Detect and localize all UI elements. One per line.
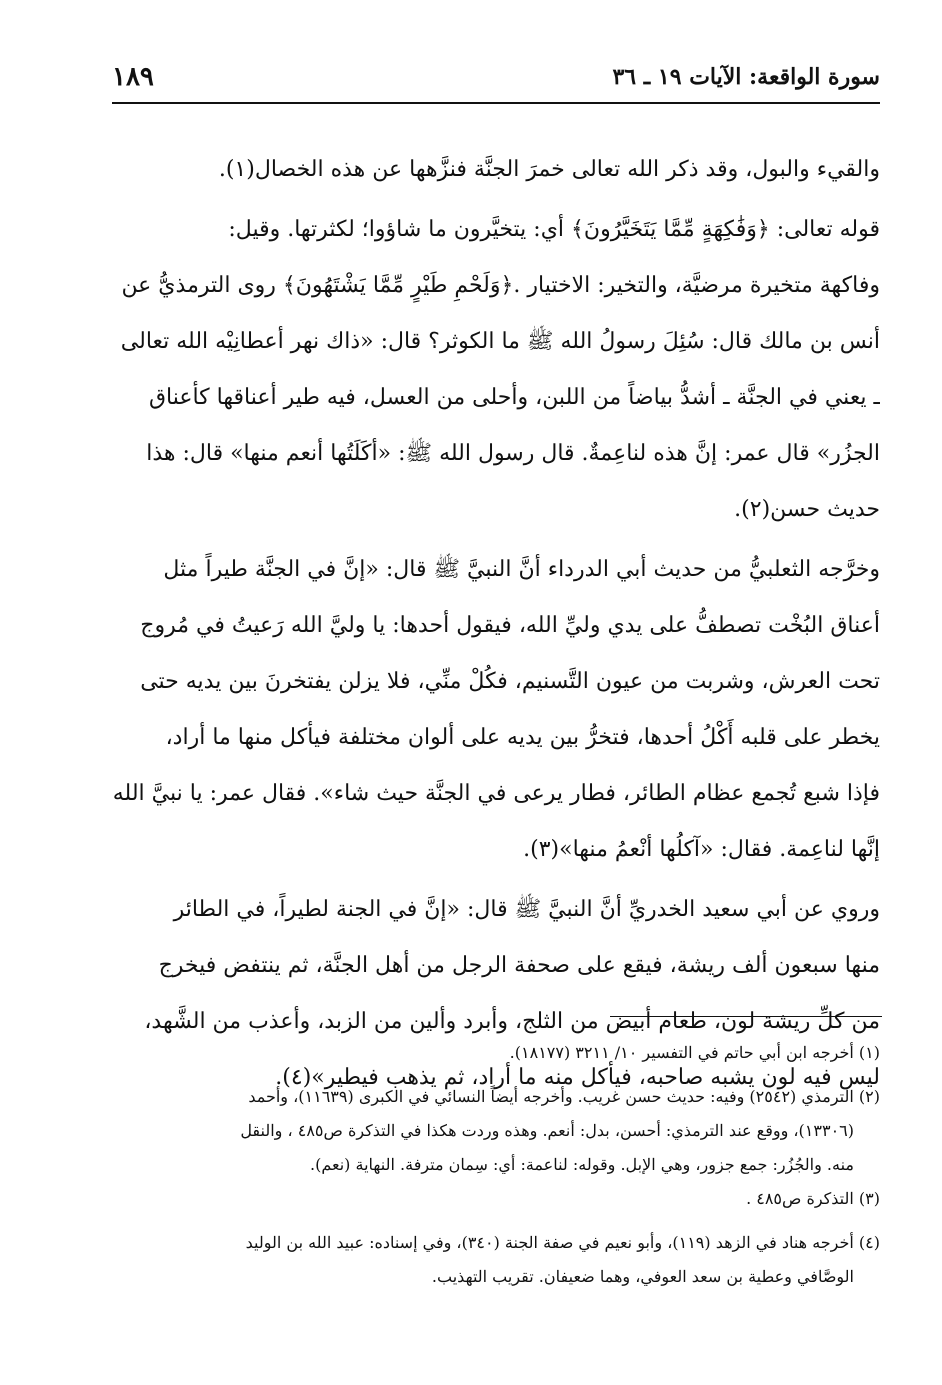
footnote-divider xyxy=(610,1016,882,1017)
text-line: حديث حسن(٢). xyxy=(734,497,880,522)
text-line: ليس فيه لون يشبه صاحبه، فيأكل منه ما أراد، ثم يذهب فيطير»(٤). xyxy=(275,1065,880,1090)
text-line: ـ يعني في الجنَّة ـ أشدُّ بياضاً من اللبن، وأحلى من العسل، فيه طير أعناقها كأعناق xyxy=(148,385,880,410)
main-text xyxy=(106,142,880,1106)
running-head xyxy=(112,58,880,104)
text-line: الجزُر» قال عمر: إنَّ هذه لناعِمةٌ. قال رسول الله ﷺ: «أكَلَتُها أنعم منها» قال: هذا xyxy=(146,441,880,466)
text-line: منها سبعون ألف ريشة، فيقع على صحفة الرجل من أهل الجنَّة، ثم ينتفض فيخرج xyxy=(158,953,880,978)
text-line: أنس بن مالك قال: سُئِلَ رسولُ الله ﷺ ما الكوثر؟ قال: «ذاك نهر أعطانِيْه الله تعالى xyxy=(120,329,880,354)
text-line: تحت العرش، وشربت من عيون التَّسنيم، فكُلْ منِّي، فلا يزلن يفتخرنَ بين يديه حتى xyxy=(140,669,880,694)
text-line: وروي عن أبي سعيد الخدريِّ أنَّ النبيَّ ﷺ قال: «إنَّ في الجنة لطيراً، في الطائر xyxy=(173,897,880,922)
text-line: فإذا شبع تُجمع عظام الطائر، فطار يرعى في الجنَّة حيث شاء». فقال عمر: يا نبيَّ الله xyxy=(112,781,880,806)
footnote-2: (٢) الترمذي (٢٥٤٢) وفيه: حديث حسن غريب. وأخرجه أيضاً النسائي في الكبرى (١١٦٣٩)، وأحمد xyxy=(248,1087,880,1106)
footnote-2-continued: (١٣٣٠٦)، ووقع عند الترمذي: أحسن، بدل: أنعم. وهذه وردت هكذا في التذكرة ص٤٨٥ ، والنقل xyxy=(240,1121,854,1140)
footnote-2-continued: منه. والجُزُر: جمع جزور، وهي الإبل. وقوله: لناعمة: أي: سِمان مترفة. النهاية (نعم). xyxy=(310,1155,854,1174)
text-line: من كلِّ ريشة لون، طعام أبيض من الثلج، وأبرد وألين من الزبد، وأعذب من الشَّهد، xyxy=(144,1009,880,1034)
text-line: وخرَّجه الثعلبيُّ من حديث أبي الدرداء أنَّ النبيَّ ﷺ قال: «إنَّ في الجنَّة طيراً مثل xyxy=(163,557,880,582)
text-line: إنَّها لناعِمة. فقال: «آكلُها أنْعمُ منها»(٣). xyxy=(523,837,880,862)
text-line: يخطر على قلبه أَكْلُ أحدها، فتخرُّ بين يديه على ألوان مختلفة فيأكل منها ما أراد، xyxy=(165,725,880,750)
text-line: قوله تعالى: ﴿وَفَٰكِهَةٍ مِّمَّا يَتَخَيَّرُونَ﴾ أي: يتخيَّرون ما شاؤوا؛ لكثرتها. وقيل: xyxy=(228,217,880,242)
footnotes xyxy=(106,1036,880,1294)
footnote-3: (٣) التذكرة ص٤٨٥ . xyxy=(746,1189,880,1208)
footnote-1: (١) أخرجه ابن أبي حاتم في التفسير ١٠/ ٣٢١١ (١٨١٧٧). xyxy=(509,1043,880,1062)
running-title: سورة الواقعة: الآيات ١٩ ـ ٣٦ xyxy=(612,64,880,90)
text-line: أعناق البُخْت تصطفُّ على يدي وليِّ الله، فيقول أحدها: يا وليَّ الله رَعيتُ في مُروج xyxy=(140,613,880,638)
text-line: وفاكهة متخيرة مرضيَّة، والتخير: الاختيار .﴿وَلَحْمِ طَيْرٍ مِّمَّا يَشْتَهُونَ﴾ روى الترمذيُّ عن xyxy=(121,273,880,298)
text-line: والقيء والبول، وقد ذكر الله تعالى خمرَ الجنَّة فنزَّهها عن هذه الخصال(١). xyxy=(218,157,880,182)
page-number: ١٨٩ xyxy=(112,62,154,92)
footnote-4: (٤) أخرجه هناد في الزهد (١١٩)، وأبو نعيم في صفة الجنة (٣٤٠)، وفي إسناده: عبيد الله بن الوليد xyxy=(245,1233,880,1252)
footnote-4-continued: الوصَّافي وعطية بن سعد العوفي، وهما ضعيفان. تقريب التهذيب. xyxy=(431,1267,854,1286)
